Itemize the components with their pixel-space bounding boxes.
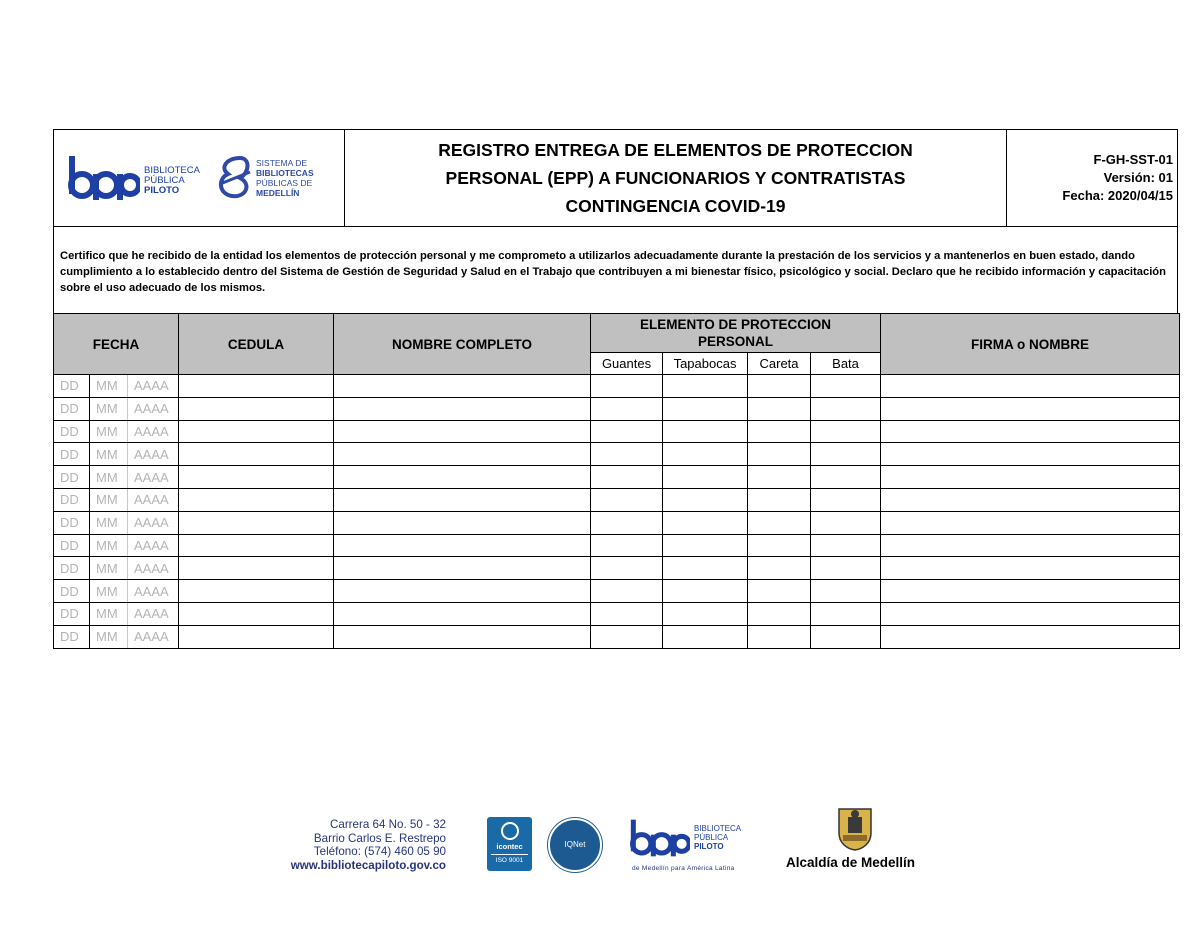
date-year-field[interactable]: AAAA — [128, 602, 179, 625]
bata-field[interactable] — [811, 534, 881, 557]
bpp-mark-icon — [68, 154, 140, 202]
footer-address-line2: Barrio Carlos E. Restrepo — [313, 831, 446, 845]
careta-field[interactable] — [748, 375, 811, 398]
tapabocas-field[interactable] — [663, 511, 748, 534]
table-row — [54, 534, 1180, 557]
tapabocas-field[interactable] — [663, 375, 748, 398]
alcaldia-name: Alcaldía de Medellín — [786, 855, 916, 870]
tapabocas-field[interactable] — [663, 602, 748, 625]
nombre-field[interactable] — [334, 557, 591, 580]
iqnet-label: IQNet — [564, 840, 586, 849]
cedula-field[interactable] — [179, 397, 334, 420]
bata-field[interactable] — [811, 511, 881, 534]
date-month-field[interactable]: MM — [90, 557, 128, 580]
guantes-field[interactable] — [591, 443, 663, 466]
guantes-field[interactable] — [591, 511, 663, 534]
sistema-logo-line3: PÚBLICAS DE — [256, 178, 313, 188]
careta-field[interactable] — [748, 466, 811, 489]
cedula-field[interactable] — [179, 488, 334, 511]
sistema-logo-line4: MEDELLÍN — [256, 188, 300, 198]
tapabocas-field[interactable] — [663, 534, 748, 557]
careta-field[interactable] — [748, 580, 811, 603]
date-month-field[interactable]: MM — [90, 397, 128, 420]
date-year-field[interactable]: AAAA — [128, 488, 179, 511]
logo-cell — [54, 130, 345, 226]
nombre-field[interactable] — [334, 511, 591, 534]
bata-field[interactable] — [811, 397, 881, 420]
cedula-field[interactable] — [179, 625, 334, 648]
tapabocas-field[interactable] — [663, 443, 748, 466]
guantes-field[interactable] — [591, 420, 663, 443]
cedula-field[interactable] — [179, 511, 334, 534]
bpp-logo — [68, 154, 208, 204]
date-day-field[interactable]: DD — [54, 397, 90, 420]
form-title-line2: PERSONAL (EPP) A FUNCIONARIOS Y CONTRATISTAS — [445, 168, 906, 188]
tapabocas-field[interactable] — [663, 466, 748, 489]
cedula-field[interactable] — [179, 534, 334, 557]
table-row — [54, 602, 1180, 625]
footer-address — [272, 818, 446, 872]
guantes-field[interactable] — [591, 557, 663, 580]
form-version: Versión: 01 — [1103, 170, 1173, 185]
col-header-guantes: Guantes — [591, 353, 663, 375]
cedula-field[interactable] — [179, 375, 334, 398]
table-row — [54, 625, 1180, 648]
cedula-field[interactable] — [179, 557, 334, 580]
icontec-name: icontec — [496, 842, 523, 851]
date-day-field[interactable]: DD — [54, 580, 90, 603]
bata-field[interactable] — [811, 625, 881, 648]
sistema-logo-line2: BIBLIOTECAS — [256, 168, 314, 178]
table-row — [54, 420, 1180, 443]
footer-phone: Teléfono: (574) 460 05 90 — [313, 845, 446, 858]
cedula-field[interactable] — [179, 443, 334, 466]
bpp-tagline: de Medellín para América Latina — [632, 865, 735, 872]
bata-field[interactable] — [811, 580, 881, 603]
firma-field[interactable] — [881, 466, 1180, 489]
bata-field[interactable] — [811, 488, 881, 511]
firma-field[interactable] — [881, 443, 1180, 466]
date-year-field[interactable]: AAAA — [128, 580, 179, 603]
tapabocas-field[interactable] — [663, 488, 748, 511]
table-row — [54, 397, 1180, 420]
date-year-field[interactable]: AAAA — [128, 557, 179, 580]
bata-field[interactable] — [811, 420, 881, 443]
tapabocas-field[interactable] — [663, 397, 748, 420]
firma-field[interactable] — [881, 602, 1180, 625]
date-month-field[interactable]: MM — [90, 625, 128, 648]
firma-field[interactable] — [881, 397, 1180, 420]
bpp-logo-line1: BIBLIOTECA — [144, 165, 200, 176]
careta-field[interactable] — [748, 625, 811, 648]
nombre-field[interactable] — [334, 375, 591, 398]
date-month-field[interactable]: MM — [90, 443, 128, 466]
careta-field[interactable] — [748, 557, 811, 580]
date-month-field[interactable]: MM — [90, 375, 128, 398]
col-header-tapabocas: Tapabocas — [663, 353, 748, 375]
date-month-field[interactable]: MM — [90, 488, 128, 511]
date-day-field[interactable]: DD — [54, 488, 90, 511]
medellin-coat-of-arms-icon — [836, 803, 874, 851]
certification-text: Certifico que he recibido de la entidad los elementos de protección personal y me comprometo a utilizarlos adecuadamente durante la prestación de los servicios y a mantenerlos en buen estado, dando cumplimiento a lo establecido dentro del Sistema de Gestión de Seguridad y Salud en el Trabajo que contribuyen a mi bienestar físico, psicológico y social. Declaro que he recibido información y capacitación sobre el uso adecuado de los mismos. — [53, 227, 1178, 314]
date-month-field[interactable]: MM — [90, 466, 128, 489]
cedula-field[interactable] — [179, 580, 334, 603]
cedula-field[interactable] — [179, 602, 334, 625]
nombre-field[interactable] — [334, 580, 591, 603]
sistema-mark-icon — [216, 154, 254, 202]
epp-delivery-table — [53, 313, 1180, 649]
firma-field[interactable] — [881, 534, 1180, 557]
date-year-field[interactable]: AAAA — [128, 511, 179, 534]
date-day-field[interactable]: DD — [54, 443, 90, 466]
bata-field[interactable] — [811, 466, 881, 489]
bpp-footer-line3: PILOTO — [694, 842, 724, 851]
date-month-field[interactable]: MM — [90, 534, 128, 557]
guantes-field[interactable] — [591, 580, 663, 603]
footer-address-line1: Carrera 64 No. 50 - 32 — [330, 818, 446, 831]
date-month-field[interactable]: MM — [90, 580, 128, 603]
table-row — [54, 488, 1180, 511]
col-header-elemento: ELEMENTO DE PROTECCION PERSONAL — [591, 314, 881, 353]
date-day-field[interactable]: DD — [54, 466, 90, 489]
date-month-field[interactable]: MM — [90, 511, 128, 534]
careta-field[interactable] — [748, 488, 811, 511]
guantes-field[interactable] — [591, 375, 663, 398]
date-year-field[interactable]: AAAA — [128, 397, 179, 420]
tapabocas-field[interactable] — [663, 625, 748, 648]
form-code: F-GH-SST-01 — [1093, 152, 1173, 167]
date-year-field[interactable]: AAAA — [128, 466, 179, 489]
date-day-field[interactable]: DD — [54, 375, 90, 398]
firma-field[interactable] — [881, 557, 1180, 580]
guantes-field[interactable] — [591, 466, 663, 489]
table-row — [54, 443, 1180, 466]
tapabocas-field[interactable] — [663, 557, 748, 580]
bpp-footer-line1: BIBLIOTECA — [694, 824, 742, 833]
col-header-firma: FIRMA o NOMBRE — [881, 314, 1180, 375]
date-year-field[interactable]: AAAA — [128, 420, 179, 443]
bata-field[interactable] — [811, 443, 881, 466]
form-header — [53, 129, 1178, 227]
col-header-fecha: FECHA — [54, 314, 179, 375]
guantes-field[interactable] — [591, 625, 663, 648]
nombre-field[interactable] — [334, 602, 591, 625]
icontec-cert: ISO 9001 — [495, 857, 524, 864]
nombre-field[interactable] — [334, 397, 591, 420]
date-month-field[interactable]: MM — [90, 420, 128, 443]
firma-field[interactable] — [881, 420, 1180, 443]
date-year-field[interactable]: AAAA — [128, 534, 179, 557]
firma-field[interactable] — [881, 580, 1180, 603]
firma-field[interactable] — [881, 625, 1180, 648]
nombre-field[interactable] — [334, 488, 591, 511]
date-day-field[interactable]: DD — [54, 511, 90, 534]
col-header-nombre: NOMBRE COMPLETO — [334, 314, 591, 375]
bpp-footer-line2: PÚBLICA — [694, 833, 729, 842]
table-row — [54, 466, 1180, 489]
guantes-field[interactable] — [591, 397, 663, 420]
careta-field[interactable] — [748, 511, 811, 534]
nombre-field[interactable] — [334, 625, 591, 648]
careta-field[interactable] — [748, 420, 811, 443]
guantes-field[interactable] — [591, 534, 663, 557]
nombre-field[interactable] — [334, 443, 591, 466]
date-month-field[interactable]: MM — [90, 602, 128, 625]
careta-field[interactable] — [748, 443, 811, 466]
form-title — [345, 130, 1007, 226]
form-title-line1: REGISTRO ENTREGA DE ELEMENTOS DE PROTECCION — [438, 140, 913, 160]
table-body — [54, 375, 1180, 649]
table-row — [54, 511, 1180, 534]
bata-field[interactable] — [811, 375, 881, 398]
icontec-seal-icon — [501, 822, 519, 840]
cedula-field[interactable] — [179, 420, 334, 443]
bata-field[interactable] — [811, 557, 881, 580]
date-day-field[interactable]: DD — [54, 625, 90, 648]
date-day-field[interactable]: DD — [54, 534, 90, 557]
nombre-field[interactable] — [334, 466, 591, 489]
date-day-field[interactable]: DD — [54, 557, 90, 580]
careta-field[interactable] — [748, 534, 811, 557]
bata-field[interactable] — [811, 602, 881, 625]
firma-field[interactable] — [881, 375, 1180, 398]
form-code-block — [1007, 130, 1177, 226]
table-row — [54, 580, 1180, 603]
nombre-field[interactable] — [334, 420, 591, 443]
iqnet-logo — [548, 818, 602, 872]
date-year-field[interactable]: AAAA — [128, 375, 179, 398]
col-header-cedula: CEDULA — [179, 314, 334, 375]
icontec-logo — [487, 817, 532, 871]
table-row — [54, 375, 1180, 398]
cedula-field[interactable] — [179, 466, 334, 489]
tapabocas-field[interactable] — [663, 420, 748, 443]
date-year-field[interactable]: AAAA — [128, 625, 179, 648]
careta-field[interactable] — [748, 602, 811, 625]
guantes-field[interactable] — [591, 488, 663, 511]
col-header-careta: Careta — [748, 353, 811, 375]
form-title-line3: CONTINGENCIA COVID-19 — [565, 196, 786, 216]
col-header-bata: Bata — [811, 353, 881, 375]
firma-field[interactable] — [881, 511, 1180, 534]
guantes-field[interactable] — [591, 602, 663, 625]
firma-field[interactable] — [881, 488, 1180, 511]
sistema-bibliotecas-logo — [216, 154, 341, 204]
nombre-field[interactable] — [334, 534, 591, 557]
date-day-field[interactable]: DD — [54, 420, 90, 443]
date-day-field[interactable]: DD — [54, 602, 90, 625]
date-year-field[interactable]: AAAA — [128, 443, 179, 466]
footer-website-link[interactable]: www.bibliotecapiloto.gov.co — [290, 858, 446, 872]
sistema-logo-line1: SISTEMA DE — [256, 158, 308, 168]
form-date: Fecha: 2020/04/15 — [1062, 188, 1173, 203]
bpp-footer-mark-icon — [630, 818, 690, 858]
table-row — [54, 557, 1180, 580]
careta-field[interactable] — [748, 397, 811, 420]
bpp-logo-line3: PILOTO — [144, 185, 180, 196]
bpp-logo-line2: PÚBLICA — [144, 175, 185, 186]
tapabocas-field[interactable] — [663, 580, 748, 603]
